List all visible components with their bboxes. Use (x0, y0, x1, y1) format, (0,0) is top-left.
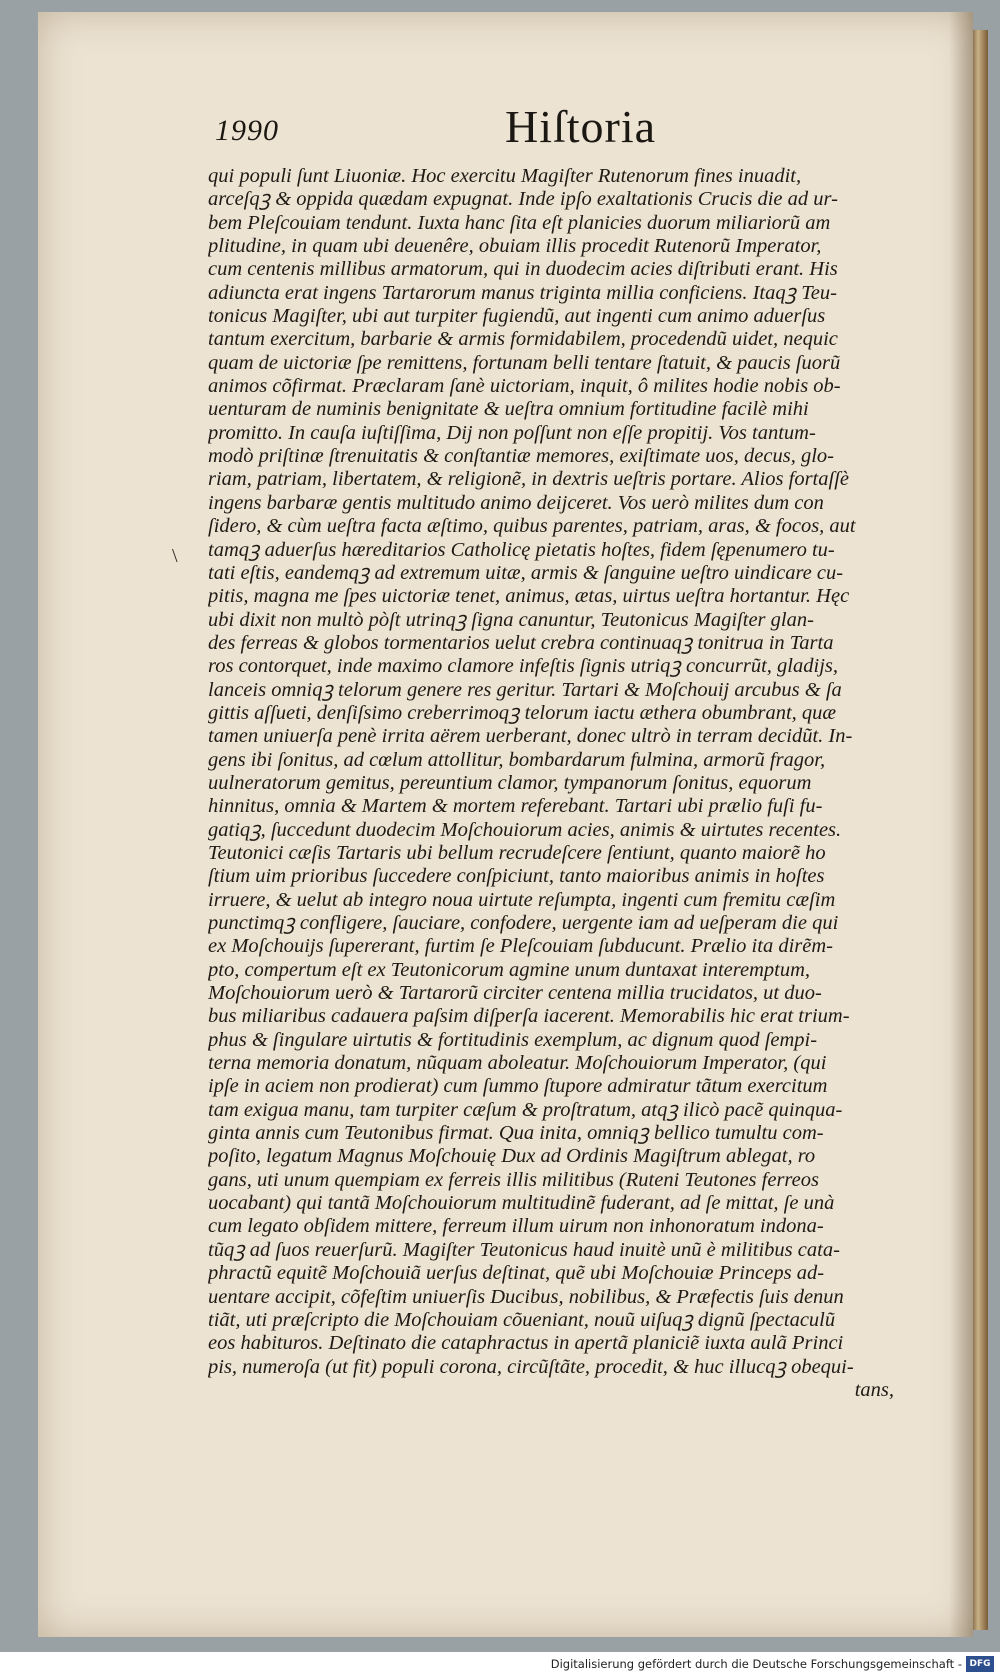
running-title: Hiſtoria (505, 101, 657, 152)
margin-mark: \ (172, 545, 178, 567)
text-line: poſito, legatum Magnus Moſchouię Dux ad Ordinis Magiſtrum ablegat, ro (208, 1145, 816, 1168)
text-line: eos habituros. Deſtinato die cataphractus in apertã planiciẽ iuxta aulã Princi (208, 1332, 844, 1355)
dfg-logo: DFG (966, 1656, 994, 1672)
text-line: ſidero, & cùm ueſtra facta æſtimo, quibus parentes, patriam, aras, & focos, aut (208, 515, 856, 538)
text-line: tantum exercitum, barbarie & armis formidabilem, procedendũ uidet, nequic (208, 328, 838, 351)
text-line: uentare accipit, cõfeſtim uniuerſis Ducibus, nobilibus, & Præfectis ſuis denun (208, 1285, 844, 1308)
text-line: animos cõfirmat. Præclaram ſanè uictoriam, inquit, ô milites hodie nobis ob- (208, 375, 841, 398)
text-line: quam de uictoriæ ſpe remittens, fortunam belli tentare ſtatuit, & paucis ſuorũ (208, 351, 841, 374)
text-line: tamqꝫ aduerſus hæreditarios Catholicę pietatis hoſtes, fidem ſępenumero tu- (208, 538, 835, 561)
text-line: des ferreas & globos tormentarios uelut crebra continuaqꝫ tonitrua in Tarta (208, 631, 834, 654)
text-line: lanceis omniqꝫ telorum genere res geritur. Tartari & Moſchouij arcubus & ſa (208, 678, 842, 701)
text-line: bus miliaribus cadauera paſsim diſperſa iacerent. Memorabilis hic erat trium- (208, 1005, 850, 1028)
text-line: uocabant) qui tantã Moſchouiorum multitudinẽ fuderant, ad ſe mittat, ſe unà (208, 1192, 835, 1215)
text-line: ipſe in aciem non prodierat) cum ſummo ſtupore admiratur tãtum exercitum (208, 1075, 828, 1098)
text-line: ſtium uim prioribus ſuccedere conſpiciunt, tanto maioribus animis in hoſtes (208, 865, 825, 888)
text-line: arceſqꝫ & oppida quædam expugnat. Inde ipſo exaltationis Crucis die ad ur- (208, 188, 838, 211)
text-line: adiuncta erat ingens Tartarorum manus triginta millia conficiens. Itaqꝫ Teu- (208, 281, 837, 304)
text-line: ingens barbaræ gentis multitudo animo deijceret. Vos uerò milites dum con (208, 491, 824, 514)
text-line: promitto. In cauſa iuſtiſſima, Dij non poſſunt non eſſe propitij. Vos tantum- (208, 421, 816, 444)
text-line: gatiqꝫ, ſuccedunt duodecim Moſchouiorum acies, animis & uirtutes recentes. (208, 818, 842, 841)
funding-credit: Digitalisierung gefördert durch die Deutsche Forschungsgemeinschaft - (550, 1657, 962, 1671)
page-header (215, 100, 915, 160)
text-line: bem Pleſcouiam tendunt. Iuxta hanc ſita eſt planicies duorum miliariorũ am (208, 211, 831, 234)
text-line: Moſchouiorum uerò & Tartarorũ circiter centena millia trucidatos, ut duo- (208, 982, 822, 1005)
text-line: tamen uniuerſa penè irrita aërem uerberant, donec ultrò in terram decidũt. In- (208, 725, 853, 748)
text-line: pis, numeroſa (ut fit) populi corona, circũſtãte, procedit, & huc illucqꝫ obequi- (208, 1355, 854, 1378)
text-line: ubi dixit non multò pòſt utrinqꝫ ſigna canuntur, Teutonicus Magiſter glan- (208, 608, 814, 631)
text-line: ginta annis cum Teutonibus firmat. Qua inita, omniqꝫ bellico tumultu com- (208, 1122, 824, 1145)
text-line: pitis, magna me ſpes uictoriæ tenet, animus, ætas, uirtus ueſtra hortantur. Hęc (208, 585, 850, 608)
text-line: uulneratorum gemitus, pereuntium clamor, tympanorum ſonitus, equorum (208, 771, 812, 794)
text-line: plitudine, in quam ubi deuenêre, obuiam illis procedit Rutenorũ Imperator, (208, 235, 822, 258)
text-line: gittis aſſueti, denſiſsimo creberrimoqꝫ telorum iactu æthera obumbrant, quæ (208, 701, 837, 724)
text-line: hinnitus, omnia & Martem & mortem referebant. Tartari ubi prælio fuſi fu- (208, 795, 823, 818)
text-line: gens ibi ſonitus, ad cœlum attollitur, bombardarum fulmina, armorũ fragor, (208, 748, 826, 771)
text-line: pto, compertum eſt ex Teutonicorum agmine unum duntaxat interemptum, (208, 958, 811, 981)
text-line: phus & ſingulare uirtutis & fortitudinis exemplum, ac dignum quod ſempi- (208, 1028, 818, 1051)
text-line: tati eſtis, eandemqꝫ ad extremum uitæ, armis & ſanguine ueſtro uindicare cu- (208, 561, 844, 584)
footer (0, 1652, 1000, 1678)
text-line: Teutonici cæſis Tartaris ubi bellum recrudeſcere ſentiunt, quanto maiorẽ ho (208, 841, 826, 864)
text-line: terna memoria donatum, nũquam aboleatur. Moſchouiorum Imperator, (qui (208, 1052, 827, 1075)
text-line: punctimqꝫ confligere, ſauciare, confodere, uergente iam ad ueſperam die qui (208, 912, 839, 934)
body-text (208, 165, 916, 1402)
text-line: riam, patriam, libertatem, & religionẽ, in dextris ueſtris portare. Alios fortaſſè (208, 468, 849, 491)
text-line: uenturam de numinis benignitate & ueſtra omnium fortitudine facilè mihi (208, 398, 809, 421)
text-line: irruere, & uelut ab integro noua uirtute reſumpta, ingenti cum fremitu cæſim (208, 888, 836, 911)
text-line: tonicus Magiſter, ubi aut turpiter fugiendũ, aut ingenti cum animo aduerſus (208, 305, 826, 328)
text-line: phractũ equitẽ Moſchouiã uerſus deſtinat, quẽ ubi Moſchouiæ Princeps ad- (208, 1262, 825, 1285)
text-line: ex Moſchouijs ſupererant, furtim ſe Pleſcouiam ſubducunt. Prælio ita dirẽm- (208, 935, 833, 958)
text-line: tiãt, uti præſcripto die Moſchouiam cõueniant, nouũ uiſuqꝫ dignũ ſpectaculũ (208, 1308, 836, 1331)
text-line: tam exigua manu, tam turpiter cæſum & proſtratum, atqꝫ ilicò pacẽ quinqua- (208, 1098, 843, 1121)
text-line: cum centenis millibus armatorum, qui in duodecim acies diſtributi erant. His (208, 258, 838, 281)
text-line: modò priſtinæ ſtrenuitatis & conſtantiæ memores, exiſtimate uos, decus, glo- (208, 445, 834, 468)
catchword: tans, (854, 1378, 894, 1401)
text-line: tũqꝫ ad ſuos reuerſurũ. Magiſter Teutonicus haud inuitè unũ è militibus cata- (208, 1238, 840, 1261)
text-line: ros contorquet, inde maximo clamore infeſtis ſignis utriqꝫ concurrũt, gladijs, (208, 655, 838, 678)
page-number: 1990 (215, 114, 279, 147)
text-line: qui populi ſunt Liuoniæ. Hoc exercitu Magiſter Rutenorum fines inuadit, (208, 165, 802, 187)
text-line: cum legato obſidem mittere, ferreum illum uirum non inhonoratum indona- (208, 1215, 824, 1238)
text-line: gans, uti unum quempiam ex ferreis illis militibus (Ruteni Teutones ferreos (208, 1168, 819, 1191)
